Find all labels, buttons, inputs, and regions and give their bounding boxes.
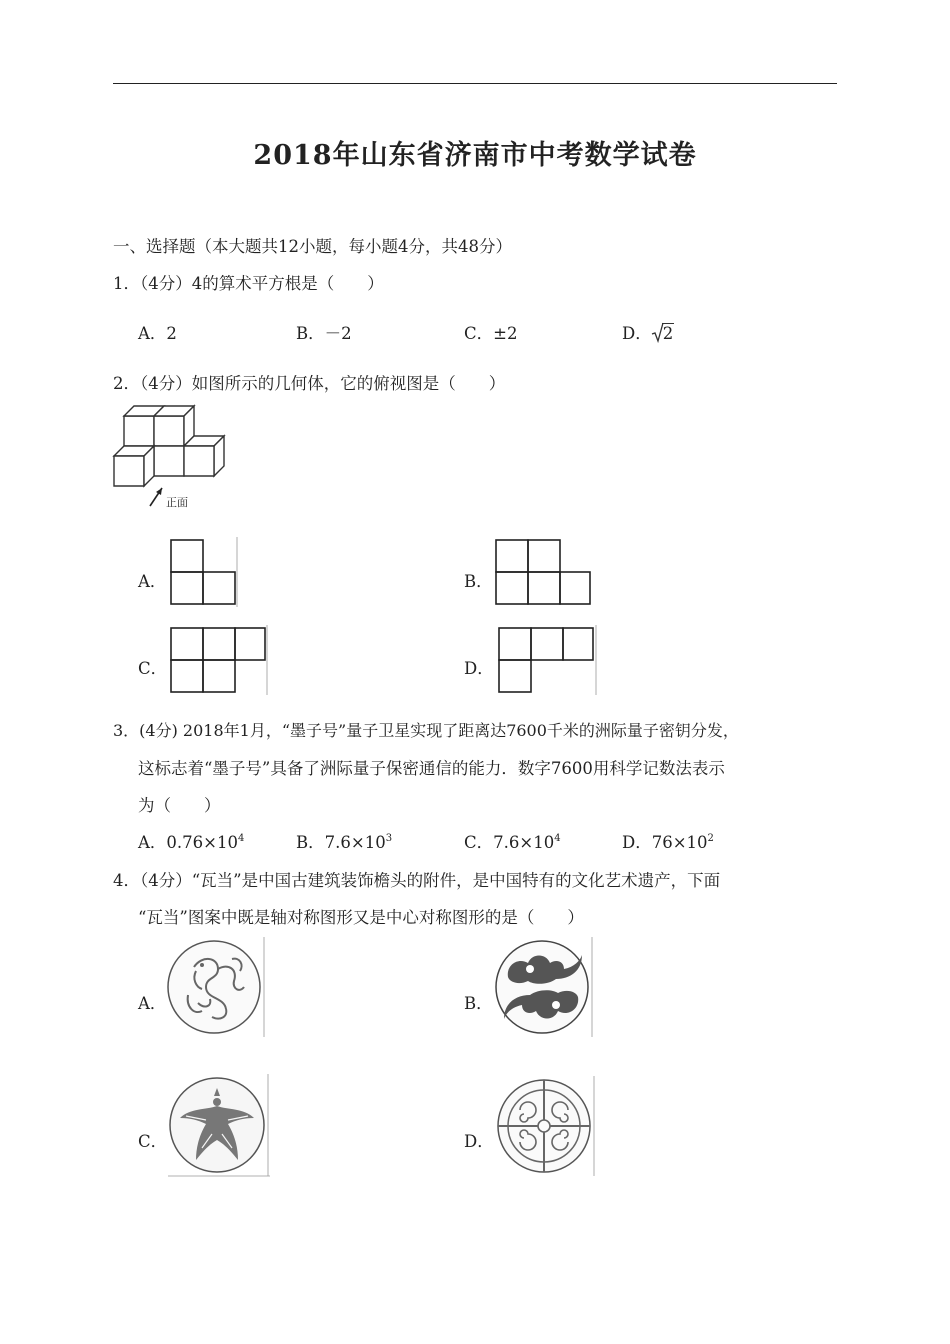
q3-option-d-base: D．76×10 [622,833,708,852]
q2-option-b-figure [493,537,593,607]
q3-option-c-exponent: 4 [554,833,561,844]
question-2-stem: 2．（4分）如图所示的几何体，它的俯视图是（ ） [113,374,506,393]
question-4-line-1: 4．（4分）“瓦当”是中国古建筑装饰檐头的附件，是中国特有的文化艺术遗产，下面 [113,871,721,890]
q2-option-c-figure [168,625,270,695]
q3-option-d[interactable] [622,829,714,853]
q3-option-d-exponent: 2 [707,833,714,844]
q1-option-d-label: D． [622,324,652,343]
q1-option-b[interactable]: B．－2 [296,324,352,343]
q3-option-a-exponent: 4 [237,833,245,844]
q2-option-d[interactable]: D． [464,659,494,678]
q3-option-a[interactable] [138,829,244,853]
question-3-line-3: 为（ ） [138,796,221,815]
header-rule [113,83,837,84]
q2-option-c[interactable]: C． [138,659,168,678]
q2-option-d-figure [496,625,598,695]
q3-option-b-exponent: 3 [385,833,393,844]
q4-option-b[interactable]: B． [464,994,493,1013]
q4-option-a[interactable]: A． [138,994,167,1013]
q2-option-b[interactable]: B． [464,572,493,591]
q4-option-c-bird-tile-image [166,1074,270,1178]
question-3-line-2: 这标志着“墨子号”具备了洲际量子保密通信的能力．数字7600用科学记数法表示 [138,759,725,778]
q4-option-a-tiger-tile-image [166,937,266,1037]
q3-option-a-base: A．0.76×10 [138,833,238,852]
q4-option-c[interactable]: C． [138,1132,168,1151]
sqrt-sign-icon [652,324,662,342]
q3-option-b-base: B．7.6×10 [296,833,386,852]
front-view-label: 正面 [166,496,188,509]
question-1-stem: 1．（4分）4的算术平方根是（ ） [113,274,384,293]
q2-option-a[interactable]: A． [138,572,167,591]
question-3-line-1: 3．(4分) 2018年1月，“墨子号”量子卫星实现了距离达7600千米的洲际量子密钥分发， [113,721,739,740]
q3-option-c[interactable] [464,829,561,853]
q1-option-a[interactable]: A．2 [138,324,177,343]
q4-option-d[interactable]: D． [464,1132,494,1151]
q1-option-c[interactable]: C．±2 [464,324,518,343]
q2-option-a-figure [168,537,240,607]
q4-option-b-cloud-tile-image [494,937,594,1037]
q4-option-d-spiral-tile-image [496,1076,596,1176]
q3-option-c-base: C．7.6×10 [464,833,555,852]
q1-option-d[interactable] [622,320,674,344]
q3-option-b[interactable] [296,829,392,853]
question-4-line-2: “瓦当”图案中既是轴对称图形又是中心对称图形的是（ ） [138,908,584,927]
section-heading: 一、选择题（本大题共12小题，每小题4分，共48分） [113,237,512,256]
page-title: 2018年山东省济南市中考数学试卷 [253,140,697,171]
q1-option-d-radicand: 2 [662,324,674,343]
